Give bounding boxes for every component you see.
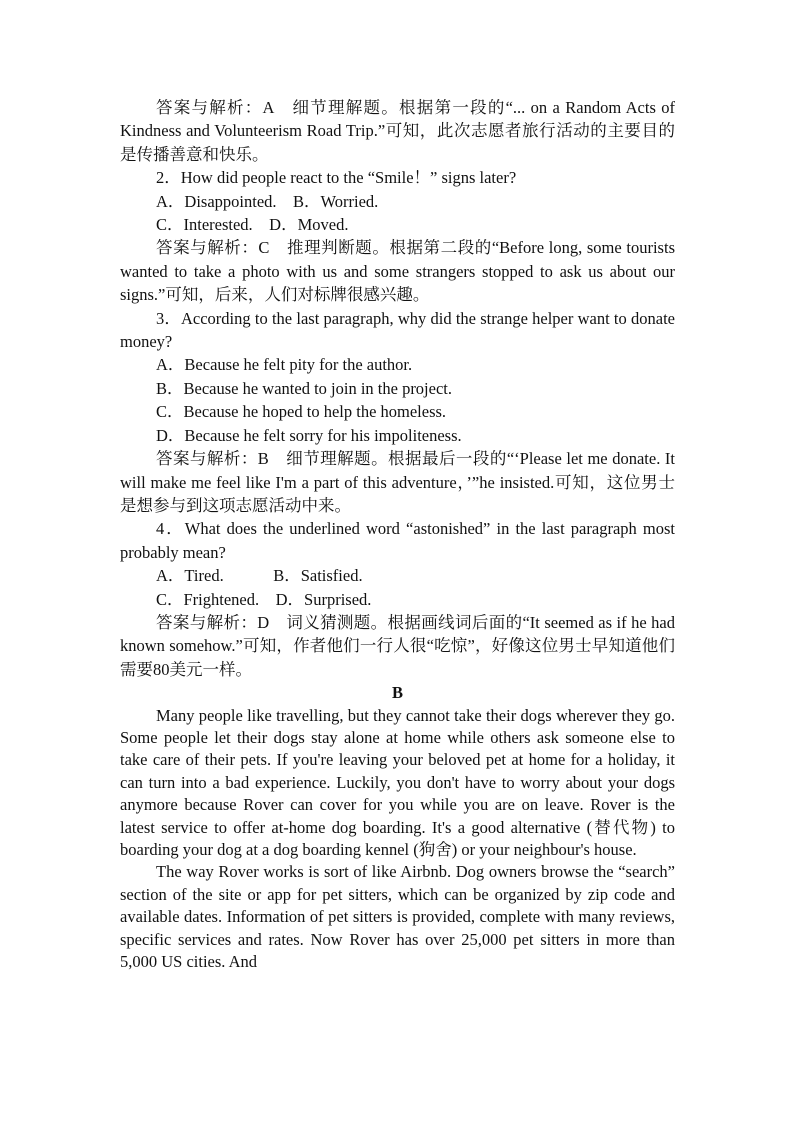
q3-option-b: B．Because he wanted to join in the project. — [156, 378, 453, 398]
q2-options-ab: A．Disappointed. B．Worried. — [156, 191, 379, 211]
section-heading: B — [391, 683, 403, 703]
document-page — [120, 96, 675, 973]
q2-analysis: 答案与解析：C 推理判断题。根据第二段的“Before long, some tourists wanted to take a photo with us and some strangers stopped to ask us about our signs.”可知，后来，人们对标牌很感兴趣。 — [120, 238, 675, 305]
passage-paragraph-1: Many people like travelling, but they cannot take their dogs wherever they go. Some people let their dogs stay alone at home while others ask someone else to take care of their pets. If you're leaving your beloved pet at home for a holiday, it can turn into a bad experience. Luckily, you don't have to worry about your dogs anymore because Rover can cover for you while you are on leave. Rover is the latest service to offer at-home dog boarding. It's a good alternative (替代物) to boarding your dog at a dog boarding kennel (狗舍) or your neighbour's house. — [120, 705, 675, 859]
q3-option-a: A．Because he felt pity for the author. — [156, 355, 413, 375]
passage-paragraph-2: The way Rover works is sort of like Airbnb. Dog owners browse the “search” section of the site or app for pet sitters, which can be organized by zip code and available dates. Information of pet sitters is provided, complete with many reviews, specific services and rates. Now Rover has over 25,000 pet sitters in more than 5,000 US cities. And — [120, 862, 675, 972]
q3-option-d: D．Because he felt sorry for his impoliteness. — [156, 425, 462, 445]
q3-stem: 3．According to the last paragraph, why did the strange helper want to donate money? — [120, 308, 675, 352]
q3-option-c: C．Because he hoped to help the homeless. — [156, 402, 447, 422]
q3-analysis: 答案与解析：B 细节理解题。根据最后一段的“‘Please let me donate. It will make me feel like I'm a part of this adventure，’”he insisted.可知，这位男士是想参与到这项志愿活动中来。 — [120, 449, 675, 515]
q4-stem: 4．What does the underlined word “astonished” in the last paragraph most probably mean? — [120, 519, 675, 562]
q1-analysis: 答案与解析：A 细节理解题。根据第一段的“... on a Random Acts of Kindness and Volunteerism Road Trip.”可知，此次志愿者旅行活动的主要目的是传播善意和快乐。 — [120, 98, 675, 164]
q2-options-cd: C．Interested. D．Moved. — [156, 215, 349, 235]
q4-options-ab: A．Tired. B．Satisfied. — [156, 566, 363, 586]
q4-options-cd: C．Frightened. D．Surprised. — [156, 589, 372, 609]
q4-analysis: 答案与解析：D 词义猜测题。根据画线词后面的“It seemed as if he had known somehow.”可知，作者他们一行人很“吃惊”，好像这位男士早知道他们需要80美元一样。 — [120, 612, 675, 679]
q2-stem: 2．How did people react to the “Smile！” signs later? — [156, 168, 517, 188]
passage-b — [120, 705, 675, 974]
